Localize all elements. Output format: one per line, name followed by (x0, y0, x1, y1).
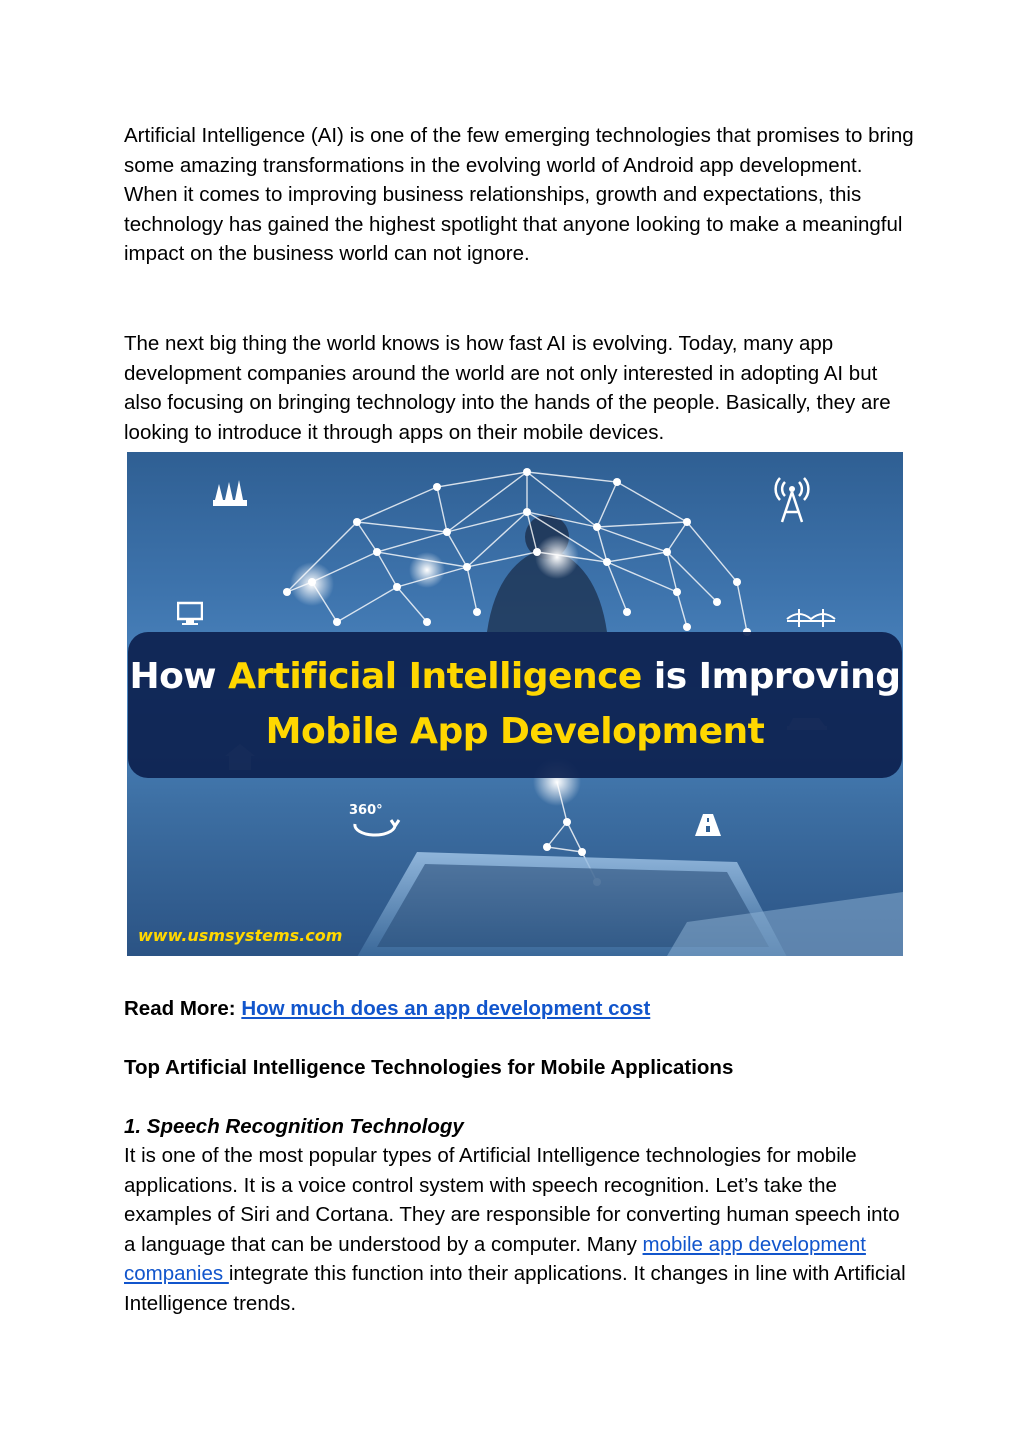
monitor-icon (177, 601, 203, 627)
banner-title-highlight: Artificial Intelligence (228, 656, 642, 697)
subsection-title: 1. Speech Recognition Technology (124, 1115, 464, 1138)
mobile-app-companies-link[interactable]: mobile app development companies (124, 1232, 866, 1286)
app-cost-link[interactable]: How much does an app development cost (241, 997, 651, 1020)
bridge-icon (785, 605, 837, 631)
antenna-tower-icon (770, 470, 814, 524)
banner-title-line2: Mobile App Development (265, 711, 765, 752)
speech-recognition-paragraph: It is one of the most popular types of Artificial Intelligence technologies for mobile applications. It is a voice control system with speech recognition. Let’s take the examples of Siri and Cortana. They are responsible for converting human speech into a language that can be understood by a computer. Many mobile app development companies integrate this function into their applications. It changes in line with Artificial Intelligence trends. (124, 1144, 906, 1315)
section-heading: Top Artificial Intelligence Technologies for Mobile Applications (124, 1056, 734, 1079)
banner-image (127, 452, 903, 956)
road-icon (693, 812, 723, 838)
degree-label: 360° (349, 803, 383, 818)
banner-title-line1: How Artificial Intelligence is Improving (129, 656, 901, 697)
read-more-label: Read More: (124, 997, 236, 1020)
second-paragraph: The next big thing the world knows is how fast AI is evolving. Today, many app development companies around the world are not only interested in adopting AI but also focusing on bringing technology into the hands of the people. Basically, they are looking to introduce it through apps on their mobile devices. (124, 332, 891, 444)
intro-paragraph: Artificial Intelligence (AI) is one of the few emerging technologies that promises to bring some amazing transformations in the evolving world of Android app development. When it comes to improving business relationships, growth and expectations, this technology has gained the highest spotlight that anyone looking to make a meaningful impact on the business world can not ignore. (124, 124, 914, 266)
title-band (128, 632, 902, 778)
read-more-line (124, 994, 650, 1023)
website-watermark: www.usmsystems.com (138, 926, 343, 945)
factory-icon (211, 478, 249, 508)
